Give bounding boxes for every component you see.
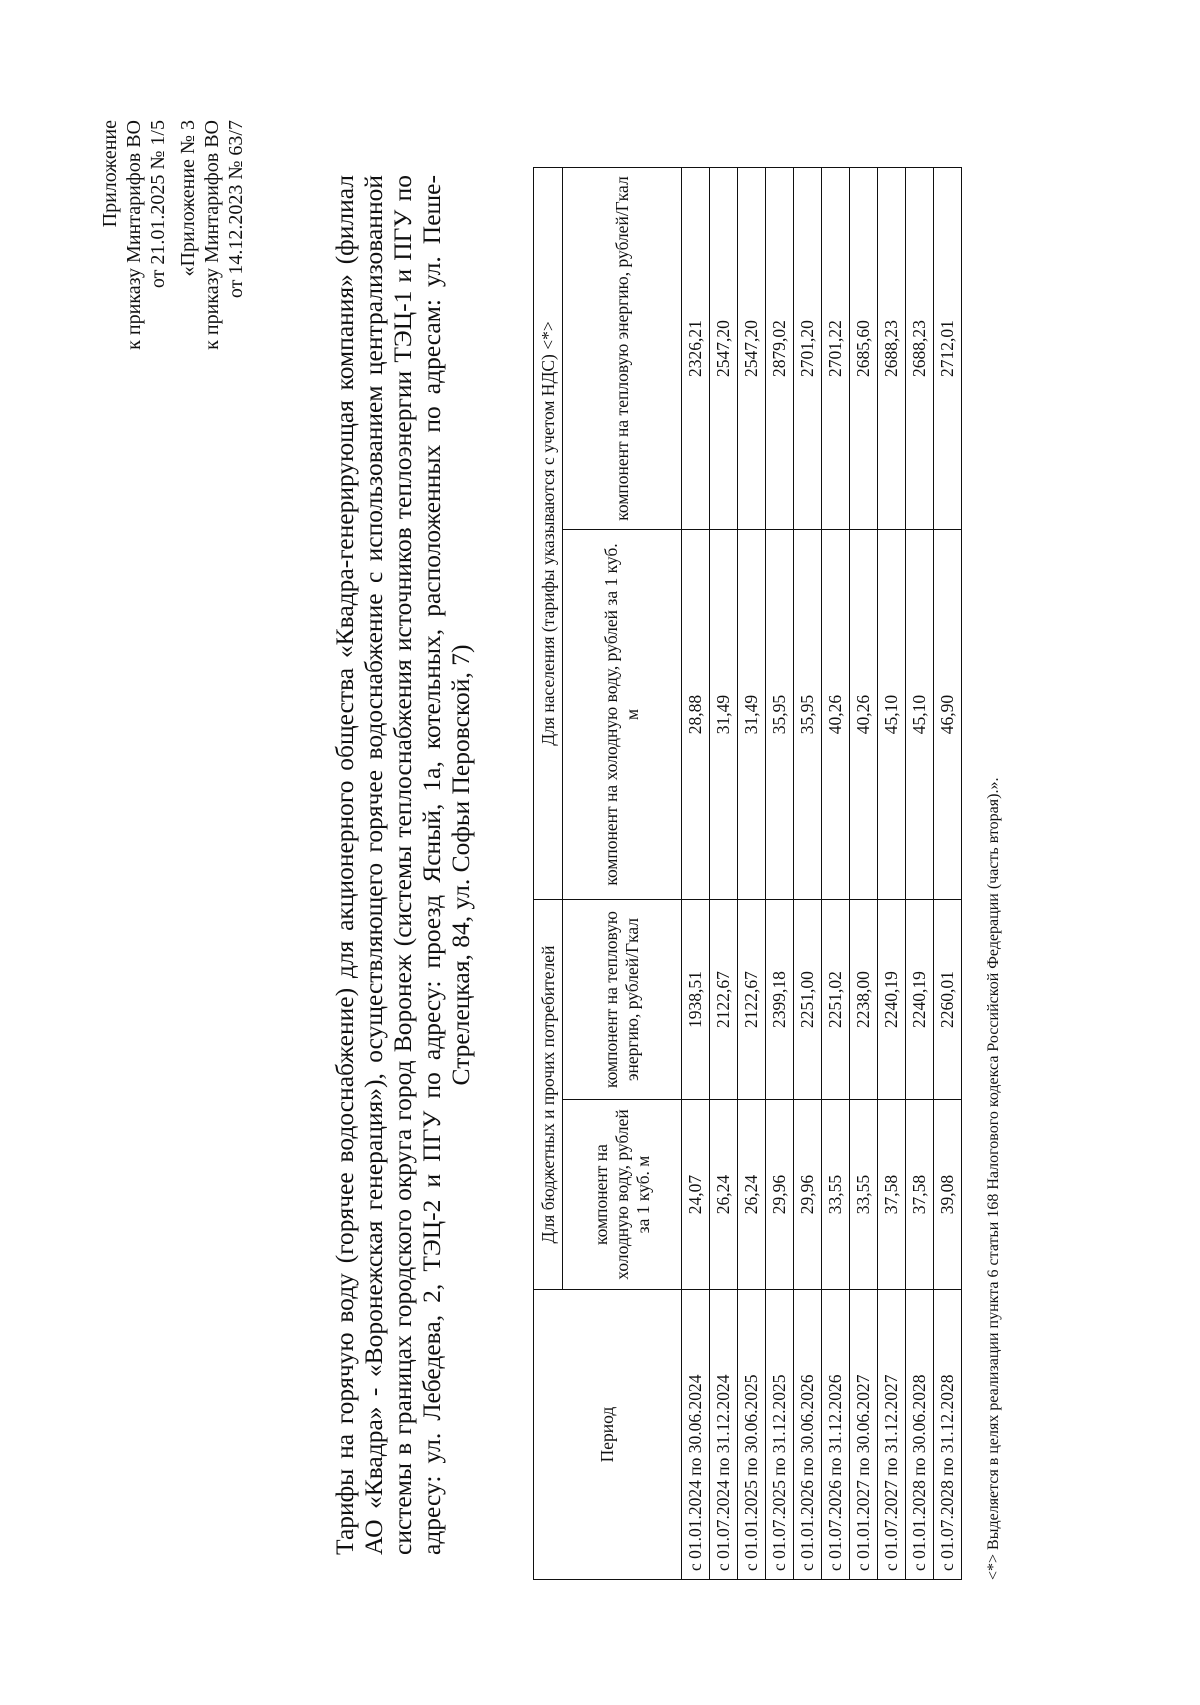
budget-heat-cell: 2399,18 [766, 900, 794, 1100]
period-header: Период [534, 1290, 682, 1580]
table-row [682, 167, 710, 1579]
table-row [878, 167, 906, 1579]
population-heat-cell: 2685,60 [850, 167, 878, 529]
population-heat-energy-header: компонент на тепловую энергию, рублей/Гкал [563, 167, 682, 529]
appendix-header [98, 120, 170, 350]
period-cell: с 01.07.2027 по 31.12.2027 [878, 1290, 906, 1580]
population-cold-water-header: компонент на холодную воду, рублей за 1 куб. м [563, 530, 682, 900]
period-cell: с 01.07.2026 по 31.12.2026 [822, 1290, 850, 1580]
budget-cold-cell: 26,24 [710, 1100, 738, 1290]
population-heat-cell: 2688,23 [906, 167, 934, 529]
document-title: Тарифы на горячую воду (горячее водоснабжение) для акционерного общества «Квадра-генерирующая компания» (филиал АО «Квадра» - «Воронежская генерация»), осуществляющего горячее водоснабжение с использованием централизованной системы в границах городского округа город Воронеж (системы теплоснабжения источников теплоэнергии ТЭЦ-1 и ПГУ по адресу: ул. Лебедева, 2, ТЭЦ-2 и ПГУ по адресу: проезд Ясный, 1а, котельных, расположенных по адресам: ул. Пеше-Стрелецкая, 84, ул. Софьи Перовской, 7) [330, 175, 475, 1555]
population-header: Для населения (тарифы указываются с учетом НДС) <*> [534, 167, 563, 899]
budget-cold-cell: 26,24 [738, 1100, 766, 1290]
period-cell: с 01.07.2028 по 31.12.2028 [934, 1290, 962, 1580]
table-row [934, 167, 962, 1579]
population-heat-cell: 2701,22 [822, 167, 850, 529]
population-cold-cell: 45,10 [906, 530, 934, 900]
budget-consumers-header: Для бюджетных и прочих потребителей [534, 900, 563, 1290]
population-heat-cell: 2326,21 [682, 167, 710, 529]
population-heat-cell: 2712,01 [934, 167, 962, 529]
population-heat-cell: 2879,02 [766, 167, 794, 529]
population-heat-cell: 2688,23 [878, 167, 906, 529]
population-heat-cell: 2547,20 [710, 167, 738, 529]
budget-cold-cell: 33,55 [822, 1100, 850, 1290]
table-row [710, 167, 738, 1579]
period-cell: с 01.07.2024 по 31.12.2024 [710, 1290, 738, 1580]
budget-heat-cell: 2238,00 [850, 900, 878, 1100]
budget-heat-cell: 2122,67 [738, 900, 766, 1100]
period-cell: с 01.07.2025 по 31.12.2025 [766, 1290, 794, 1580]
table-row [906, 167, 934, 1579]
population-cold-cell: 28,88 [682, 530, 710, 900]
period-cell: с 01.01.2028 по 30.06.2028 [906, 1290, 934, 1580]
previous-appendix-order: к приказу Минтарифов ВО [201, 120, 223, 350]
period-cell: с 01.01.2024 по 30.06.2024 [682, 1290, 710, 1580]
table-row [850, 167, 878, 1579]
budget-cold-cell: 24,07 [682, 1100, 710, 1290]
previous-appendix-title: «Приложение № 3 [177, 120, 199, 277]
budget-cold-cell: 29,96 [766, 1100, 794, 1290]
budget-heat-cell: 2251,02 [822, 900, 850, 1100]
tariff-table [533, 167, 962, 1580]
budget-heat-cell: 2240,19 [906, 900, 934, 1100]
budget-cold-cell: 39,08 [934, 1100, 962, 1290]
table-row [822, 167, 850, 1579]
footnote: <*> Выделяется в целях реализации пункта 6 статьи 168 Налогового кодекса Российской Федерации (часть вторая).». [985, 777, 1002, 1580]
budget-heat-cell: 2251,00 [794, 900, 822, 1100]
budget-cold-cell: 29,96 [794, 1100, 822, 1290]
population-cold-cell: 35,95 [766, 530, 794, 900]
table-row [766, 167, 794, 1579]
appendix-date: от 21.01.2025 № 1/5 [147, 120, 169, 289]
budget-cold-cell: 37,58 [878, 1100, 906, 1290]
population-cold-cell: 35,95 [794, 530, 822, 900]
previous-appendix-header [176, 120, 248, 350]
previous-appendix-date: от 14.12.2023 № 63/7 [225, 120, 247, 299]
budget-cold-cell: 37,58 [906, 1100, 934, 1290]
table-row [738, 167, 766, 1579]
budget-heat-energy-header: компонент на тепловую энергию, рублей/Гкал [563, 900, 682, 1100]
table-row [794, 167, 822, 1579]
period-cell: с 01.01.2027 по 30.06.2027 [850, 1290, 878, 1580]
period-cell: с 01.01.2026 по 30.06.2026 [794, 1290, 822, 1580]
population-heat-cell: 2547,20 [738, 167, 766, 529]
population-cold-cell: 45,10 [878, 530, 906, 900]
budget-cold-cell: 33,55 [850, 1100, 878, 1290]
population-cold-cell: 40,26 [850, 530, 878, 900]
budget-cold-water-header: компонент на холодную воду, рублей за 1 куб. м [563, 1100, 682, 1290]
population-cold-cell: 31,49 [710, 530, 738, 900]
budget-heat-cell: 2260,01 [934, 900, 962, 1100]
appendix-title: Приложение [99, 120, 121, 228]
appendix-order: к приказу Минтарифов ВО [123, 120, 145, 350]
budget-heat-cell: 1938,51 [682, 900, 710, 1100]
population-cold-cell: 46,90 [934, 530, 962, 900]
period-cell: с 01.01.2025 по 30.06.2025 [738, 1290, 766, 1580]
budget-heat-cell: 2240,19 [878, 900, 906, 1100]
population-cold-cell: 31,49 [738, 530, 766, 900]
budget-heat-cell: 2122,67 [710, 900, 738, 1100]
population-heat-cell: 2701,20 [794, 167, 822, 529]
population-cold-cell: 40,26 [822, 530, 850, 900]
